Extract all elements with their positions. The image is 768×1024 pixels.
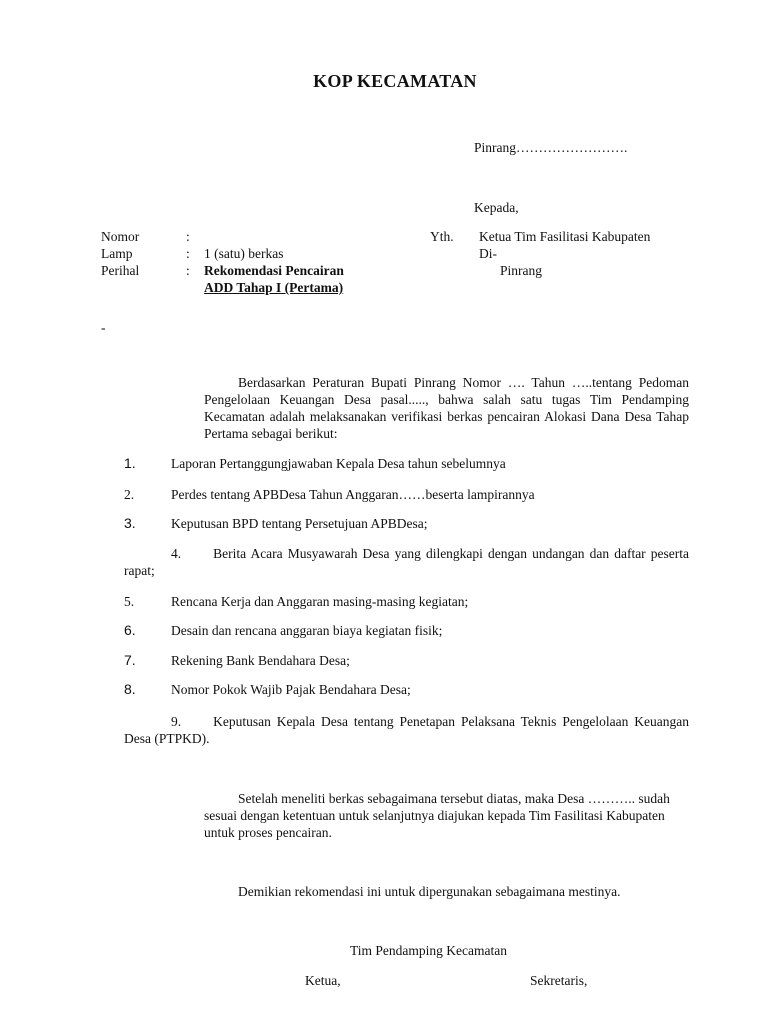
perihal-colon: : bbox=[186, 263, 190, 278]
list-item-number: 5. bbox=[124, 594, 135, 609]
list-item-text: Rencana Kerja dan Anggaran masing-masing kegiatan; bbox=[171, 594, 469, 609]
list-item bbox=[124, 622, 689, 639]
list-item-number: 3. bbox=[124, 515, 136, 531]
list-item bbox=[124, 681, 689, 698]
list-item bbox=[124, 652, 689, 669]
closing-paragraph: Setelah meneliti berkas sebagaimana tersebut diatas, maka Desa ……….. sudah sesuai dengan ketentuan untuk selanjutnya diajukan kepada Tim Fasilitasi Kabupaten untuk proses pencairan. bbox=[204, 791, 670, 840]
yth-label: Yth. bbox=[430, 229, 454, 244]
list-item-number: 7. bbox=[124, 652, 136, 668]
lamp-value: 1 (satu) berkas bbox=[204, 246, 284, 261]
perihal-label: Perihal bbox=[101, 263, 140, 278]
list-item-number: 6. bbox=[124, 622, 136, 638]
list-item-number: 8. bbox=[124, 681, 136, 697]
nomor-label: Nomor bbox=[101, 229, 140, 244]
recipient-city: Pinrang bbox=[500, 263, 542, 278]
list-item bbox=[124, 545, 689, 579]
perihal-line-2: ADD Tahap I (Pertama) bbox=[204, 280, 344, 295]
nomor-colon: : bbox=[186, 229, 190, 244]
list-item-text: Nomor Pokok Wajib Pajak Bendahara Desa; bbox=[171, 682, 411, 697]
list-item-number: 2. bbox=[124, 487, 135, 502]
list-item bbox=[124, 593, 689, 610]
perihal-line-1: Rekomendasi Pencairan bbox=[204, 263, 344, 278]
kepada-label: Kepada, bbox=[474, 200, 519, 215]
di-label: Di- bbox=[479, 246, 497, 261]
closing-statement: Demikian rekomendasi ini untuk dipergunakan sebagaimana mestinya. bbox=[238, 884, 621, 899]
list-item-text: Rekening Bank Bendahara Desa; bbox=[171, 653, 350, 668]
list-item-text: Perdes tentang APBDesa Tahun Anggaran……beserta lampirannya bbox=[171, 487, 535, 502]
lamp-colon: : bbox=[186, 246, 190, 261]
list-item bbox=[124, 515, 689, 532]
list-item bbox=[124, 713, 689, 747]
signature-sekretaris: Sekretaris, bbox=[530, 973, 588, 988]
list-item-number: 4. bbox=[171, 546, 182, 561]
lamp-label: Lamp bbox=[101, 246, 133, 261]
list-item-number: 9. bbox=[171, 714, 182, 729]
list-item-text: Berita Acara Musyawarah Desa yang dilengkapi dengan undangan dan daftar peserta rapat; bbox=[124, 546, 689, 578]
list-item-number: 1. bbox=[124, 455, 136, 471]
signature-ketua: Ketua, bbox=[305, 973, 341, 988]
list-item bbox=[124, 455, 689, 472]
recipient-name: Ketua Tim Fasilitasi Kabupaten bbox=[479, 229, 651, 244]
signature-team: Tim Pendamping Kecamatan bbox=[350, 943, 507, 958]
intro-paragraph: Berdasarkan Peraturan Bupati Pinrang Nomor …. Tahun …..tentang Pedoman Pengelolaan Keuangan Desa pasal....., bahwa salah satu tugas Tim Pendamping Kecamatan adalah melaksanakan verifikasi berkas pencairan Alokasi Dana Desa Tahap Pertama sebagai berikut: bbox=[204, 375, 689, 441]
list-item-text: Keputusan Kepala Desa tentang Penetapan Pelaksana Teknis Pengelolaan Keuangan Desa (PTPKD). bbox=[124, 714, 689, 746]
list-item-text: Desain dan rencana anggaran biaya kegiatan fisik; bbox=[171, 623, 443, 638]
letterhead-title: KOP KECAMATAN bbox=[313, 71, 477, 91]
list-item-text: Keputusan BPD tentang Persetujuan APBDesa; bbox=[171, 516, 428, 531]
place-date: Pinrang……………………. bbox=[474, 140, 628, 155]
dash-mark: - bbox=[101, 320, 106, 335]
list-item bbox=[124, 486, 689, 503]
list-item-text: Laporan Pertanggungjawaban Kepala Desa tahun sebelumnya bbox=[171, 456, 506, 471]
